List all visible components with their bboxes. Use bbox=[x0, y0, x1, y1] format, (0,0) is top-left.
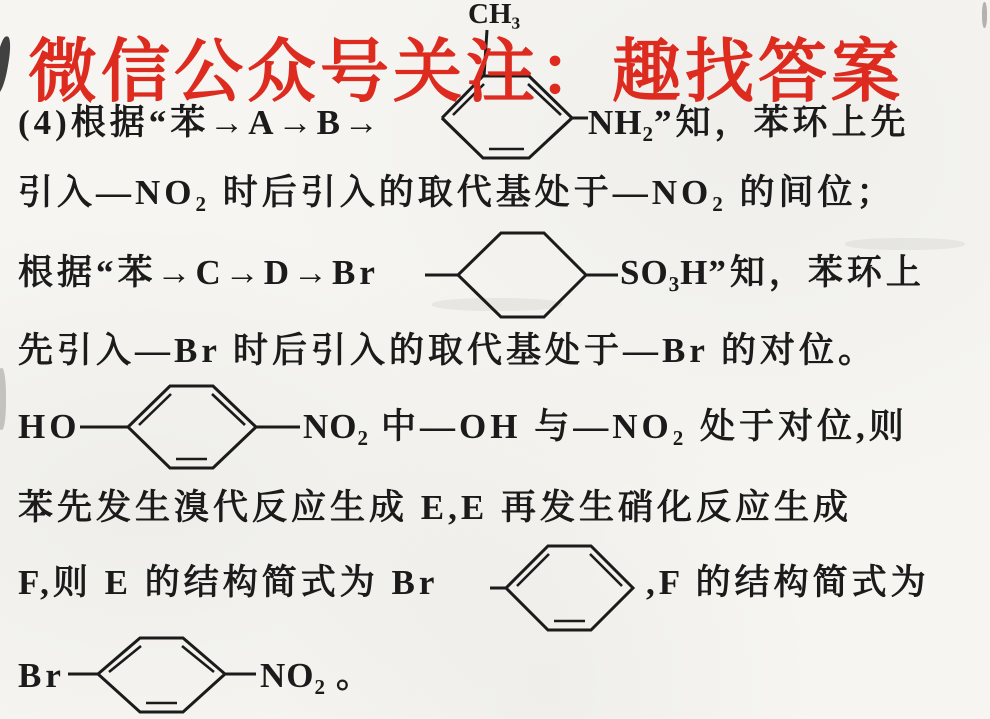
benzene-ring-diagram bbox=[80, 382, 302, 474]
no2-label: NO₂ bbox=[303, 407, 369, 446]
line8-right-text bbox=[260, 655, 375, 697]
line5-left-text: HO bbox=[18, 407, 81, 446]
line2-text: 引入—NO₂ 时后引入的取代基处于—NO₂ 的间位； bbox=[18, 173, 896, 212]
line5-right-text bbox=[303, 406, 908, 448]
line7-right-text: ,F 的结构简式为 bbox=[646, 563, 930, 602]
line3-left-text: 根据“苯→C→D→Br bbox=[18, 253, 379, 292]
scan-smudge bbox=[0, 368, 6, 430]
ink-bleed-through bbox=[845, 238, 965, 250]
benzene-ring-diagram bbox=[68, 636, 258, 719]
line3-right-rest: ”知，苯环上 bbox=[708, 253, 925, 292]
line8-period: 。 bbox=[336, 656, 376, 695]
line3-right-text bbox=[620, 252, 925, 294]
line8-left-text: Br bbox=[18, 656, 65, 695]
ch3-label: CH₃ bbox=[468, 0, 521, 30]
bromo-sulfo-structure bbox=[425, 227, 620, 323]
phenol-nitro-structure bbox=[80, 382, 302, 474]
line5-right-rest: 中—OH 与—NO₂ 处于对位,则 bbox=[381, 407, 908, 446]
benzene-ring-diagram bbox=[490, 542, 636, 636]
line1-left-text: (4)根据“苯→A→B→ bbox=[18, 103, 383, 142]
line7-left-text: F,则 E 的结构简式为 Br bbox=[18, 563, 439, 602]
line1-right-rest: ”知，苯环上先 bbox=[654, 103, 910, 142]
line6-text: 苯先发生溴代反应生成 E,E 再发生硝化反应生成 bbox=[18, 488, 852, 527]
line4-text: 先引入—Br 时后引入的取代基处于—Br 的对位。 bbox=[18, 331, 877, 370]
bromo-nitro-structure bbox=[68, 636, 258, 719]
bromobenzene-structure bbox=[490, 542, 636, 636]
no2-label: NO₂ bbox=[260, 656, 326, 695]
scan-smudge bbox=[0, 35, 13, 94]
benzene-ring-diagram bbox=[425, 227, 620, 323]
watermark-text: 微信公众号关注：趣找答案 bbox=[28, 33, 904, 110]
nh2-label: NH₂ bbox=[588, 103, 654, 142]
so3h-label: SO₃H bbox=[620, 253, 709, 292]
